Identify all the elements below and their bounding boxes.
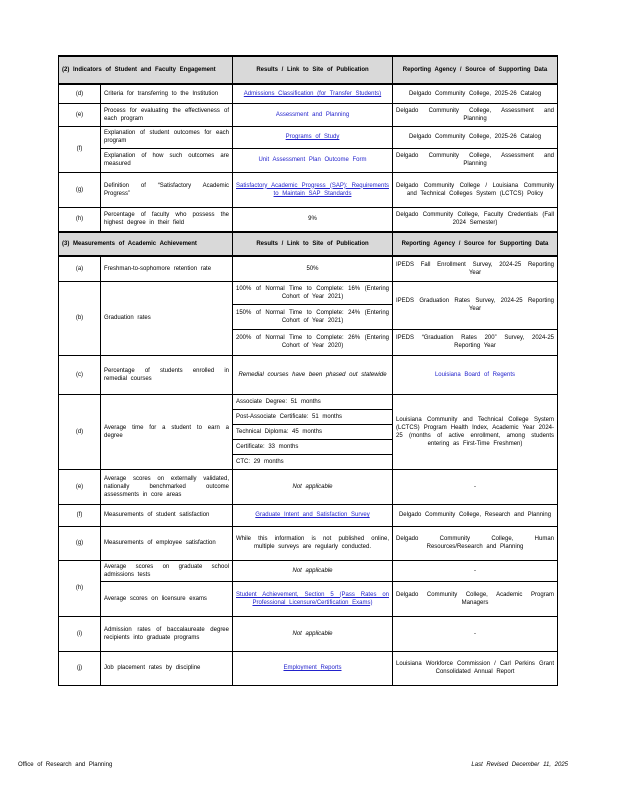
section2-title: (2) Indicators of Student and Faculty Engagement xyxy=(59,56,233,84)
table-row xyxy=(59,560,558,581)
avg-time-ctc: CTC: 29 months xyxy=(233,454,393,469)
row-letter: (f) xyxy=(59,126,101,172)
table-row xyxy=(59,526,558,560)
section3-results-header: Results / Link to Site of Publication xyxy=(233,232,393,256)
row-result: 50% xyxy=(233,256,393,281)
row-description: Explanation of how such outcomes are measured xyxy=(101,148,233,172)
table-row xyxy=(59,172,558,207)
board-of-regents-link[interactable]: Louisiana Board of Regents xyxy=(434,371,516,378)
row-letter: (i) xyxy=(59,616,101,651)
row-agency: Louisiana Community and Technical College System (LCTCS) Program Health Index, Academic Year 2024-25 (months of active enrollment, among students entering as First-Time Freshmen) xyxy=(393,394,558,469)
unit-assessment-form-link[interactable]: Unit Assessment Plan Outcome Form xyxy=(258,157,367,163)
table-row xyxy=(59,148,558,172)
row-result xyxy=(233,651,393,685)
row-description: Freshman-to-sophomore retention rate xyxy=(101,256,233,281)
section3-header-row xyxy=(59,232,558,256)
graduation-rate-100: 100% of Normal Time to Complete: 16% (Entering Cohort of Year 2021) xyxy=(233,281,393,304)
row-result: 9% xyxy=(233,207,393,232)
row-result xyxy=(233,103,393,126)
row-description: Criteria for transferring to the Institution xyxy=(101,84,233,103)
row-result xyxy=(233,172,393,207)
row-agency: Delgado Community College / Louisiana Community and Technical Colleges System (LCTCS) Policy xyxy=(393,172,558,207)
row-agency: IPEDS “Graduation Rates 200” Survey, 2024-25 Reporting Year xyxy=(393,329,558,355)
row-result xyxy=(233,84,393,103)
indicators-measurements-table xyxy=(58,55,558,686)
row-result: Remedial courses have been phased out statewide xyxy=(233,355,393,394)
row-description: Measurements of student satisfaction xyxy=(101,504,233,526)
row-agency: Delgado Community College, 2025-26 Catalog xyxy=(393,126,558,148)
row-description: Percentage of students enrolled in remedial courses xyxy=(101,355,233,394)
row-agency: Delgado Community College, Assessment and Planning xyxy=(393,103,558,126)
row-agency: IPEDS Fall Enrollment Survey, 2024-25 Reporting Year xyxy=(393,256,558,281)
row-letter: (d) xyxy=(59,394,101,469)
row-result xyxy=(233,148,393,172)
row-description: Explanation of student outcomes for each program xyxy=(101,126,233,148)
avg-time-technical-diploma: Technical Diploma: 45 months xyxy=(233,424,393,439)
row-result: Not applicable xyxy=(233,469,393,504)
graduation-rate-200: 200% of Normal Time to Complete: 26% (Entering Cohort of Year 2020) xyxy=(233,329,393,355)
graduate-intent-survey-link[interactable]: Graduate Intent and Satisfaction Survey xyxy=(255,512,370,518)
table-row xyxy=(59,616,558,651)
row-letter: (e) xyxy=(59,103,101,126)
row-result xyxy=(233,581,393,616)
row-agency: Delgado Community College, Human Resources/Research and Planning xyxy=(393,526,558,560)
row-letter: (h) xyxy=(59,560,101,616)
row-agency xyxy=(393,355,558,394)
row-result: While this information is not published online, multiple surveys are regularly conducted. xyxy=(233,526,393,560)
sap-standards-link[interactable]: Satisfactory Academic Progress (SAP): Requirements to Maintain SAP Standards xyxy=(236,182,389,197)
licensure-pass-rates-link[interactable]: Student Achievement, Section 5 (Pass Rates on Professional Licensure/Certification Exams) xyxy=(236,591,389,606)
row-agency: Delgado Community College, Academic Program Managers xyxy=(393,581,558,616)
row-letter: (h) xyxy=(59,207,101,232)
section2-header-row xyxy=(59,56,558,84)
table-row xyxy=(59,103,558,126)
row-letter: (f) xyxy=(59,504,101,526)
row-agency: - xyxy=(393,469,558,504)
row-result xyxy=(233,504,393,526)
programs-of-study-link[interactable]: Programs of Study xyxy=(285,134,340,140)
row-letter: (a) xyxy=(59,256,101,281)
assessment-planning-link[interactable]: Assessment and Planning xyxy=(275,111,350,118)
row-letter: (g) xyxy=(59,526,101,560)
row-agency: Delgado Community College, Faculty Credentials (Fall 2024 Semester) xyxy=(393,207,558,232)
row-letter: (e) xyxy=(59,469,101,504)
row-agency: - xyxy=(393,616,558,651)
avg-time-associate: Associate Degree: 51 months xyxy=(233,394,393,409)
employment-reports-link[interactable]: Employment Reports xyxy=(283,665,342,671)
footer-last-revised: Last Revised December 11, 2025 xyxy=(471,762,568,768)
section3-title: (3) Measurements of Academic Achievement xyxy=(59,232,233,256)
section3-agency-header: Reporting Agency / Source for Supporting Data xyxy=(393,232,558,256)
row-description: Graduation rates xyxy=(101,281,233,355)
avg-time-certificate: Certificate: 33 months xyxy=(233,439,393,454)
section2-agency-header: Reporting Agency / Source of Supporting Data xyxy=(393,56,558,84)
row-letter: (g) xyxy=(59,172,101,207)
row-description: Process for evaluating the effectiveness of each program xyxy=(101,103,233,126)
page-footer xyxy=(18,762,568,768)
row-result: Not applicable xyxy=(233,616,393,651)
row-agency: Delgado Community College, Research and Planning xyxy=(393,504,558,526)
row-agency: Louisiana Workforce Commission / Carl Perkins Grant Consolidated Annual Report xyxy=(393,651,558,685)
row-description: Percentage of faculty who possess the highest degree in their field xyxy=(101,207,233,232)
row-letter: (j) xyxy=(59,651,101,685)
row-letter: (c) xyxy=(59,355,101,394)
table-row xyxy=(59,651,558,685)
row-letter: (d) xyxy=(59,84,101,103)
table-row xyxy=(59,469,558,504)
row-result: Not applicable xyxy=(233,560,393,581)
row-description: Definition of “Satisfactory Academic Progress” xyxy=(101,172,233,207)
table-row xyxy=(59,281,558,304)
row-result xyxy=(233,126,393,148)
footer-office-label: Office of Research and Planning xyxy=(18,762,113,768)
table-row xyxy=(59,256,558,281)
row-letter: (b) xyxy=(59,281,101,355)
row-description: Average scores on externally validated, nationally benchmarked outcome assessments in core areas xyxy=(101,469,233,504)
row-description: Average scores on licensure exams xyxy=(101,581,233,616)
table-row xyxy=(59,126,558,148)
row-agency: Delgado Community College, Assessment and Planning xyxy=(393,148,558,172)
table-row xyxy=(59,581,558,616)
row-description: Measurements of employee satisfaction xyxy=(101,526,233,560)
row-description: Job placement rates by discipline xyxy=(101,651,233,685)
graduation-rate-150: 150% of Normal Time to Complete: 24% (Entering Cohort of Year 2021) xyxy=(233,304,393,329)
admissions-classification-link[interactable]: Admissions Classification (for Transfer Students) xyxy=(243,90,382,97)
row-agency: IPEDS Graduation Rates Survey, 2024-25 Reporting Year xyxy=(393,281,558,329)
row-agency: Delgado Community College, 2025-26 Catalog xyxy=(393,84,558,103)
table-row xyxy=(59,84,558,103)
table-row xyxy=(59,207,558,232)
row-description: Average scores on graduate school admissions tests xyxy=(101,560,233,581)
table-row xyxy=(59,504,558,526)
section2-results-header: Results / Link to Site of Publication xyxy=(233,56,393,84)
avg-time-post-associate: Post-Associate Certificate: 51 months xyxy=(233,409,393,424)
table-row xyxy=(59,355,558,394)
row-description: Admission rates of baccalaureate degree recipients into graduate programs xyxy=(101,616,233,651)
table-row xyxy=(59,394,558,409)
row-agency: - xyxy=(393,560,558,581)
row-description: Average time for a student to earn a degree xyxy=(101,394,233,469)
